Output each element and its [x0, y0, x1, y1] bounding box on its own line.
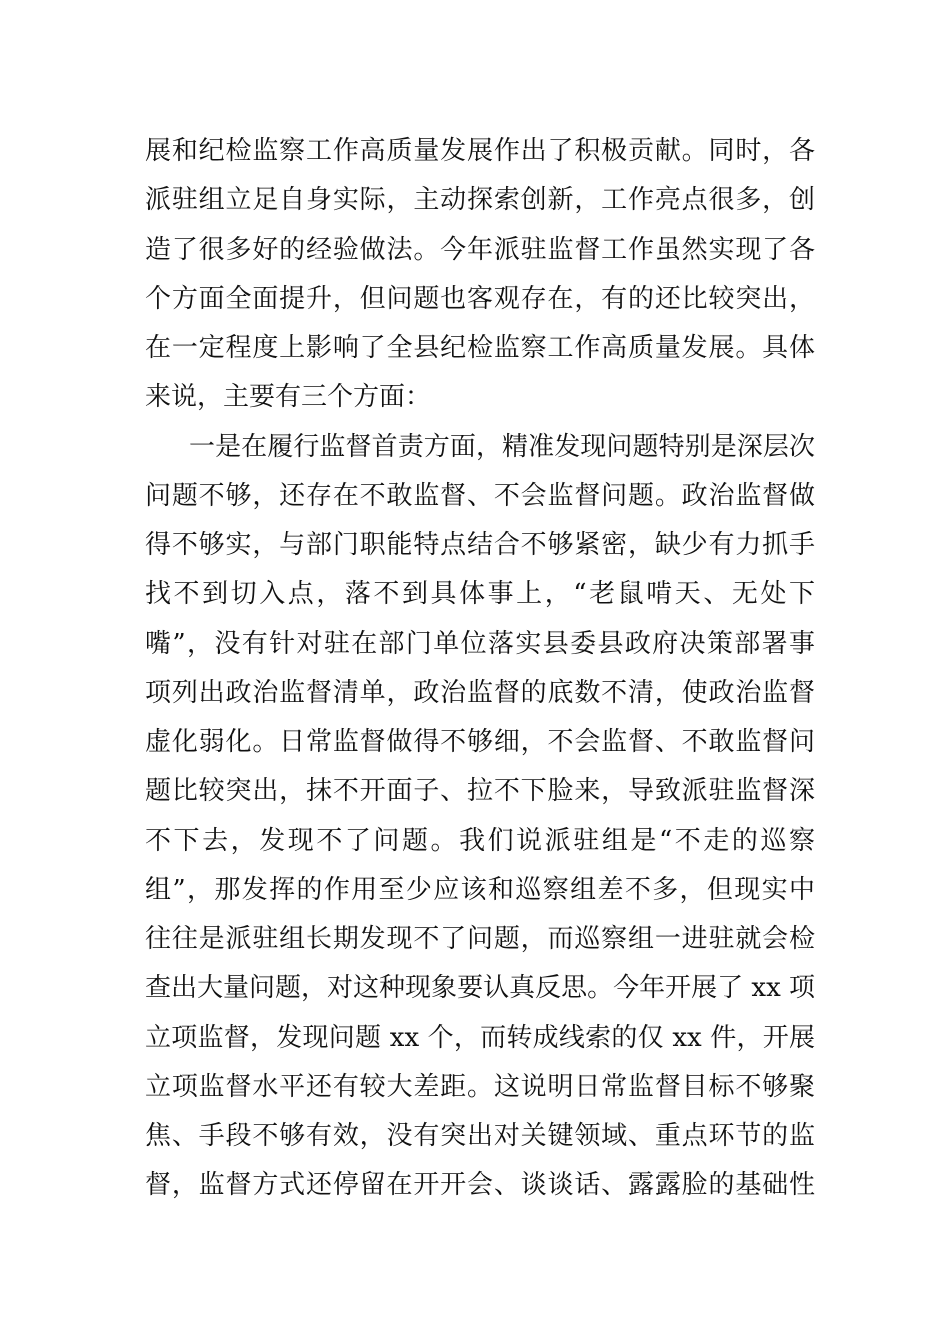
text-line: 组”，那发挥的作用至少应该和巡察组差不多，但现实中 — [145, 874, 815, 905]
text-line: 往往是派驻组长期发现不了问题，而巡察组一进驻就会检 — [145, 924, 815, 954]
text-line: 一是在履行监督首责方面，精准发现问题特别是深层次 — [189, 431, 815, 462]
text-line: 找不到切入点，落不到具体事上，“老鼠啃天、无处下 — [145, 579, 815, 610]
text-line: 焦、手段不够有效，没有突出对关键领域、重点环节的监 — [145, 1121, 815, 1151]
text-line: 来说，主要有三个方面： — [145, 382, 432, 413]
text-line: 虚化弱化。日常监督做得不够细，不会监督、不敢监督问 — [145, 727, 815, 757]
text-line: 查出大量问题，对这种现象要认真反思。今年开展了 xx 项 — [145, 973, 815, 1004]
text-line: 得不够实，与部门职能特点结合不够紧密，缺少有力抓手 — [145, 530, 815, 560]
text-line: 展和纪检监察工作高质量发展作出了积极贡献。同时，各 — [145, 136, 815, 166]
body-text — [145, 127, 815, 1211]
text-line: 立项监督水平还有较大差距。这说明日常监督目标不够聚 — [145, 1071, 815, 1102]
text-line: 督，监督方式还停留在开开会、谈谈话、露露脸的基础性 — [145, 1170, 815, 1201]
text-line: 不下去，发现不了问题。我们说派驻组是“不走的巡察 — [145, 825, 815, 856]
text-line: 派驻组立足自身实际，主动探索创新，工作亮点很多，创 — [145, 185, 815, 216]
text-line: 个方面全面提升，但问题也客观存在，有的还比较突出， — [145, 283, 815, 314]
text-line: 立项监督，发现问题 xx 个，而转成线索的仅 xx 件，开展 — [145, 1022, 815, 1053]
text-line: 在一定程度上影响了全县纪检监察工作高质量发展。具体 — [145, 333, 815, 363]
text-line: 问题不够，还存在不敢监督、不会监督问题。政治监督做 — [145, 480, 815, 511]
text-line: 造了很多好的经验做法。今年派驻监督工作虽然实现了各 — [145, 234, 815, 265]
text-line: 题比较突出，抹不开面子、拉不下脸来，导致派驻监督深 — [145, 776, 815, 807]
text-line: 项列出政治监督清单，政治监督的底数不清，使政治监督 — [145, 677, 815, 708]
text-line: 嘴”，没有针对驻在部门单位落实县委县政府决策部署事 — [145, 628, 815, 659]
